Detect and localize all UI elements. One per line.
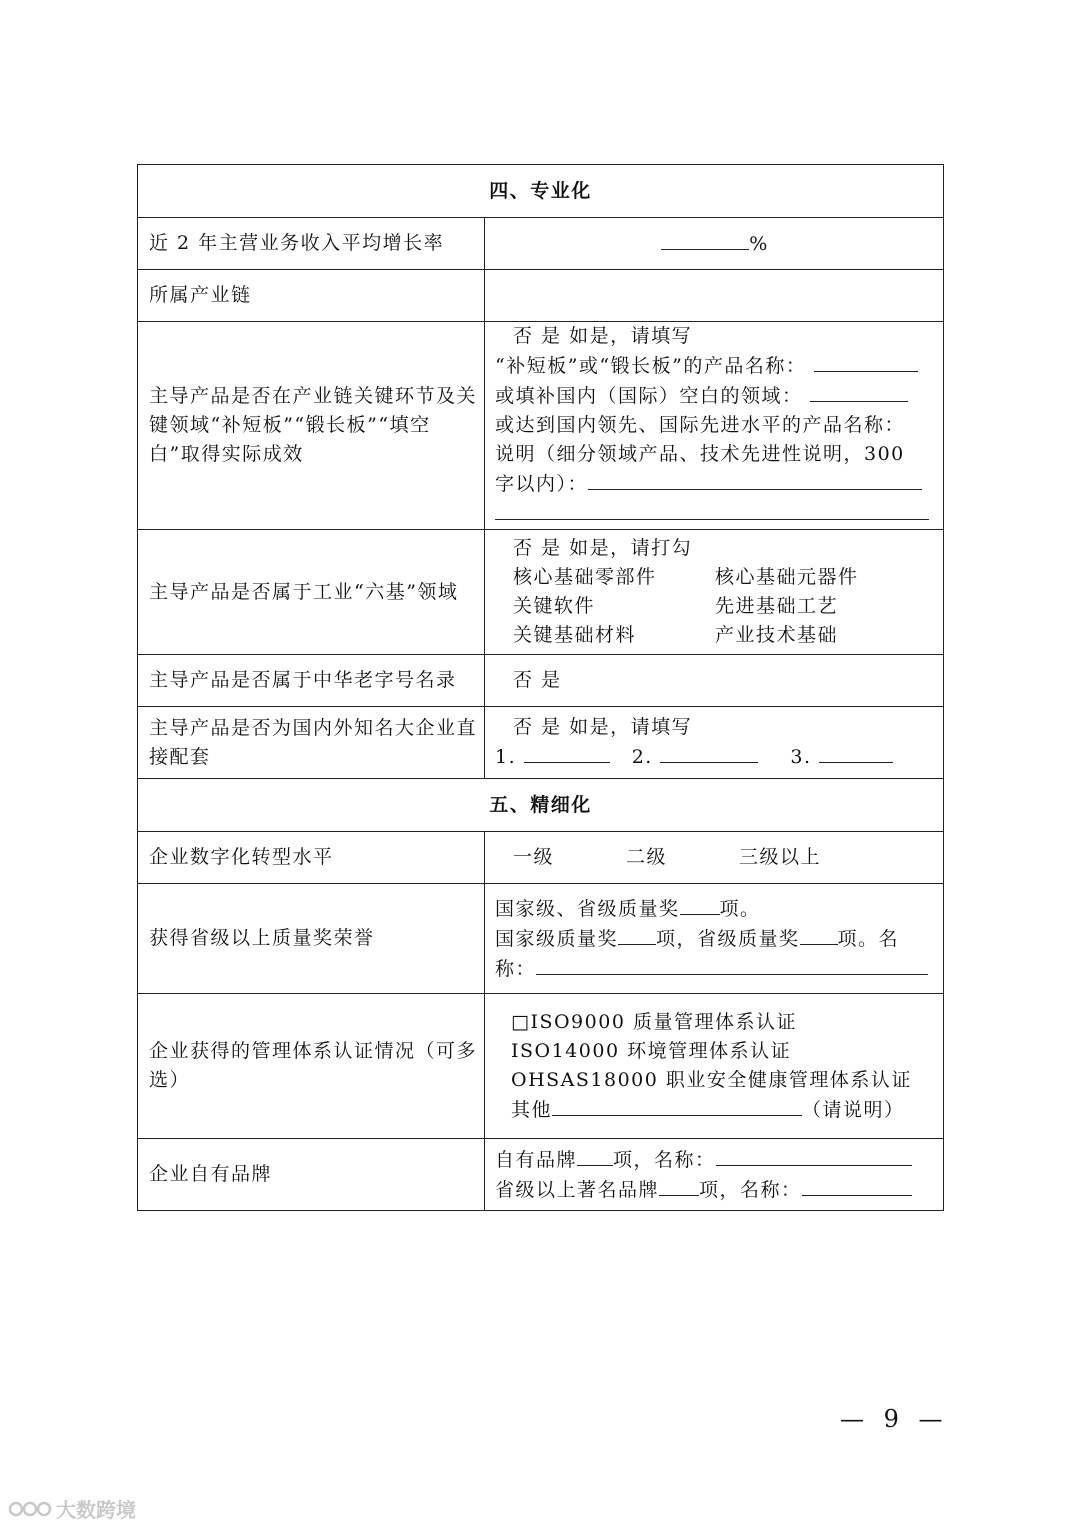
cert-item[interactable]: □ISO9000 质量管理体系认证 [511,1010,797,1033]
growth-input-blank[interactable] [661,229,749,250]
own-brand-blank-1[interactable] [577,1145,613,1166]
key-blank-1[interactable] [814,351,918,372]
six-base-row-1 [513,563,935,592]
digital-level-2[interactable]: 二级 [626,846,668,868]
six-item[interactable]: 关键基础材料 [513,624,637,646]
six-item[interactable]: 核心基础元器件 [715,566,859,588]
six-base-choices: 否 是 如是，请打勾 [513,537,693,559]
key-line-4: 说明（细分领域产品、技术先进性说明，300 [495,443,905,465]
cert-label: 企业获得的管理体系认证情况（可多选） [138,994,485,1139]
key-link-label: 主导产品是否在产业链关键环节及关键领域“补短板”“锻长板”“填空白”取得实际成效 [138,322,485,530]
chain-label: 所属产业链 [138,270,485,322]
six-item[interactable]: 先进基础工艺 [715,595,839,617]
own-brand-line-1: 自有品牌 项，名称： [495,1145,935,1175]
watermark-logo-icon [8,1497,52,1521]
growth-value [485,218,944,270]
page-number: — 9 — [840,1405,949,1433]
supply-choices: 否 是 如是，请填写 [513,716,693,738]
key-blank-2[interactable] [810,381,908,402]
digital-level-3[interactable]: 三级以上 [739,846,822,868]
key-blank-5[interactable] [588,469,922,490]
digital-label: 企业数字化转型水平 [138,832,485,884]
time-honored-label: 主导产品是否属于中华老字号名录 [138,655,485,707]
section5-title: 五、精细化 [138,779,944,832]
digital-levels [485,832,944,884]
quality-award-label: 获得省级以上质量奖荣誉 [138,884,485,994]
cert-other-blank[interactable] [552,1095,802,1116]
key-link-value [485,322,944,530]
award-blank-3[interactable] [800,924,838,945]
chain-input-cell[interactable] [485,270,944,322]
supply-items: 1. 2. 3. [495,742,935,772]
award-blank-2[interactable] [618,924,656,945]
cert-value [485,994,944,1139]
award-line-2: 国家级质量奖 项，省级质量奖 项。名 [495,924,935,954]
key-line-1: “补短板”或“锻长板”的产品名称： [495,351,935,381]
award-blank-1[interactable] [680,894,720,915]
key-line-3: 或达到国内领先、国际先进水平的产品名称： [495,414,906,436]
award-line-3: 称： [495,954,935,984]
cert-other: 其他 （请说明） [511,1095,935,1125]
supply-blank-2[interactable] [660,742,758,763]
six-item[interactable]: 产业技术基础 [715,624,839,646]
own-brand-line-2: 省级以上著名品牌 项，名称： [495,1175,935,1205]
six-base-label: 主导产品是否属于工业“六基”领域 [138,530,485,655]
own-brand-label: 企业自有品牌 [138,1139,485,1211]
key-line-2: 或填补国内（国际）空白的领域： [495,381,935,411]
supply-blank-1[interactable] [524,742,610,763]
watermark-text: 大数跨境 [56,1498,136,1522]
supply-label: 主导产品是否为国内外知名大企业直接配套 [138,707,485,779]
award-name-blank[interactable] [536,954,928,975]
supply-blank-3[interactable] [819,742,893,763]
award-line-1: 国家级、省级质量奖 项。 [495,894,935,924]
quality-award-value [485,884,944,994]
growth-label: 近 2 年主营业务收入平均增长率 [138,218,485,270]
enterprise-form-table [137,164,944,1211]
own-brand-blank-4[interactable] [802,1175,912,1196]
cert-item[interactable]: OHSAS18000 职业安全健康管理体系认证 [511,1068,912,1091]
six-item[interactable]: 关键软件 [513,595,596,617]
key-blank-6[interactable] [495,499,929,520]
cert-item[interactable]: ISO14000 环境管理体系认证 [511,1039,792,1062]
own-brand-value [485,1139,944,1211]
six-base-row-2 [513,592,935,621]
supply-value [485,707,944,779]
growth-suffix: % [749,232,769,255]
watermark [8,1494,136,1523]
six-base-value [485,530,944,655]
digital-level-1[interactable]: 一级 [513,846,555,868]
key-link-choices: 否 是 如是，请填写 [513,325,693,347]
own-brand-blank-2[interactable] [716,1145,912,1166]
six-base-row-3 [513,621,935,650]
six-item[interactable]: 核心基础零部件 [513,566,657,588]
own-brand-blank-3[interactable] [659,1175,699,1196]
key-line-6 [495,499,935,529]
key-line-5: 字以内）： [495,469,935,499]
section4-title: 四、专业化 [138,165,944,218]
time-honored-choices[interactable]: 否 是 [485,655,944,707]
